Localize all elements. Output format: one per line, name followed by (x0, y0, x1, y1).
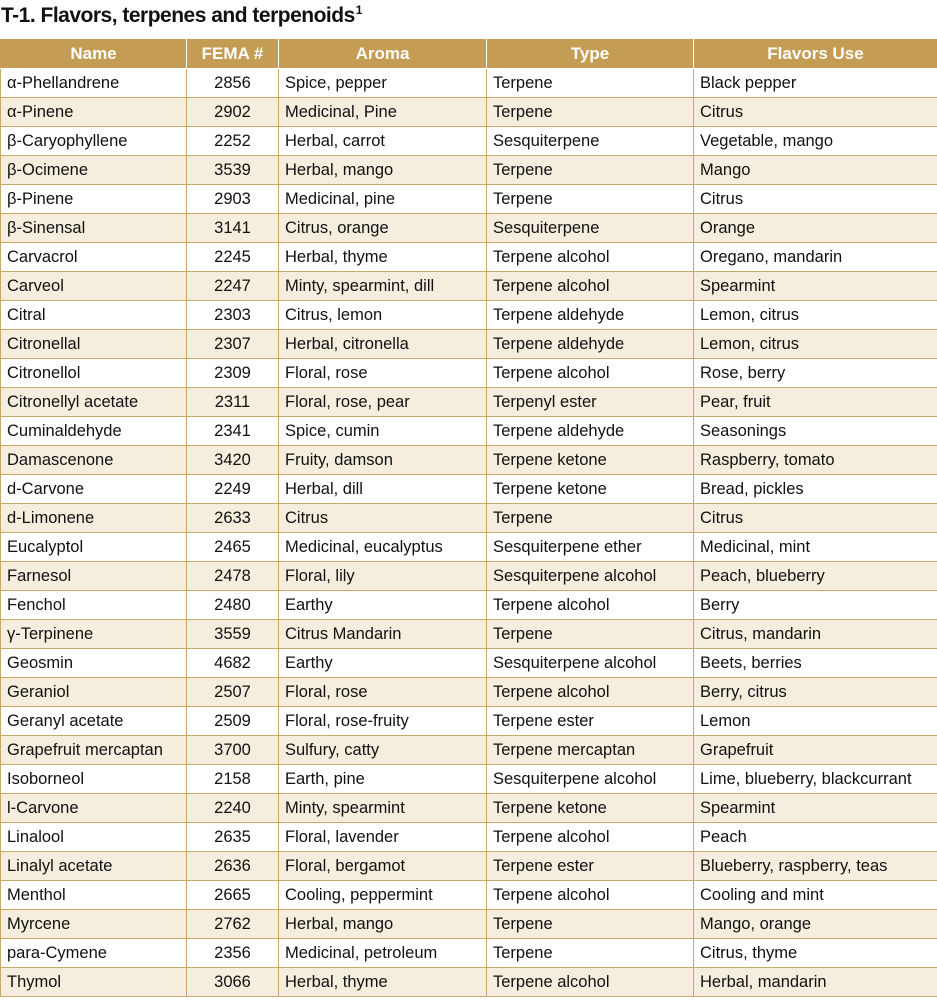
cell-aroma: Herbal, thyme (279, 243, 487, 272)
cell-type: Sesquiterpene (487, 214, 694, 243)
cell-fema: 2478 (187, 562, 279, 591)
table-row (1, 330, 937, 359)
cell-flavors-use: Citrus, mandarin (694, 620, 937, 649)
cell-type: Terpene ketone (487, 794, 694, 823)
cell-fema: 2158 (187, 765, 279, 794)
cell-flavors-use: Orange (694, 214, 937, 243)
column-header-flavors-use: Flavors Use (694, 39, 937, 69)
cell-aroma: Floral, rose (279, 678, 487, 707)
cell-flavors-use: Beets, berries (694, 649, 937, 678)
cell-type: Terpene mercaptan (487, 736, 694, 765)
table-row (1, 736, 937, 765)
cell-name: Citral (1, 301, 187, 330)
cell-aroma: Citrus, lemon (279, 301, 487, 330)
cell-name: Carveol (1, 272, 187, 301)
cell-name: Damascenone (1, 446, 187, 475)
cell-type: Terpene alcohol (487, 272, 694, 301)
cell-flavors-use: Lemon, citrus (694, 301, 937, 330)
cell-name: Farnesol (1, 562, 187, 591)
cell-name: α-Phellandrene (1, 69, 187, 98)
cell-name: Fenchol (1, 591, 187, 620)
cell-name: Isoborneol (1, 765, 187, 794)
cell-type: Terpene ester (487, 707, 694, 736)
column-header-name: Name (1, 39, 187, 69)
cell-aroma: Floral, rose (279, 359, 487, 388)
cell-name: Thymol (1, 968, 187, 997)
cell-aroma: Floral, rose, pear (279, 388, 487, 417)
cell-type: Terpene (487, 98, 694, 127)
cell-aroma: Medicinal, Pine (279, 98, 487, 127)
cell-flavors-use: Mango (694, 156, 937, 185)
table-row (1, 272, 937, 301)
cell-fema: 2465 (187, 533, 279, 562)
cell-flavors-use: Peach, blueberry (694, 562, 937, 591)
table-row (1, 127, 937, 156)
cell-fema: 2509 (187, 707, 279, 736)
cell-flavors-use: Rose, berry (694, 359, 937, 388)
cell-fema: 2762 (187, 910, 279, 939)
cell-flavors-use: Raspberry, tomato (694, 446, 937, 475)
table-caption (1, 2, 362, 38)
cell-aroma: Floral, rose-fruity (279, 707, 487, 736)
cell-aroma: Sulfury, catty (279, 736, 487, 765)
cell-aroma: Minty, spearmint (279, 794, 487, 823)
table-row (1, 185, 937, 214)
cell-flavors-use: Medicinal, mint (694, 533, 937, 562)
cell-type: Sesquiterpene alcohol (487, 562, 694, 591)
table-row (1, 446, 937, 475)
cell-aroma: Citrus, orange (279, 214, 487, 243)
cell-fema: 3066 (187, 968, 279, 997)
cell-name: para-Cymene (1, 939, 187, 968)
cell-aroma: Citrus (279, 504, 487, 533)
cell-name: β-Pinene (1, 185, 187, 214)
cell-fema: 3539 (187, 156, 279, 185)
cell-fema: 3700 (187, 736, 279, 765)
table-row (1, 388, 937, 417)
cell-name: β-Caryophyllene (1, 127, 187, 156)
column-header-aroma: Aroma (279, 39, 487, 69)
cell-flavors-use: Citrus, thyme (694, 939, 937, 968)
footnote-mark: 1 (355, 3, 362, 17)
cell-name: Linalool (1, 823, 187, 852)
cell-fema: 2633 (187, 504, 279, 533)
table-row (1, 678, 937, 707)
cell-type: Sesquiterpene ether (487, 533, 694, 562)
cell-aroma: Minty, spearmint, dill (279, 272, 487, 301)
table-row (1, 214, 937, 243)
cell-fema: 2309 (187, 359, 279, 388)
cell-flavors-use: Berry (694, 591, 937, 620)
cell-type: Terpene ester (487, 852, 694, 881)
cell-fema: 2507 (187, 678, 279, 707)
cell-fema: 2903 (187, 185, 279, 214)
cell-type: Terpene aldehyde (487, 330, 694, 359)
cell-aroma: Citrus Mandarin (279, 620, 487, 649)
terpene-table (0, 39, 937, 997)
cell-fema: 2245 (187, 243, 279, 272)
cell-type: Terpene (487, 185, 694, 214)
table-row (1, 707, 937, 736)
table-row (1, 823, 937, 852)
cell-name: Geranyl acetate (1, 707, 187, 736)
cell-name: Linalyl acetate (1, 852, 187, 881)
cell-flavors-use: Berry, citrus (694, 678, 937, 707)
cell-fema: 2480 (187, 591, 279, 620)
cell-aroma: Earthy (279, 591, 487, 620)
table-row (1, 649, 937, 678)
table-row (1, 417, 937, 446)
cell-fema: 2252 (187, 127, 279, 156)
cell-fema: 2240 (187, 794, 279, 823)
cell-flavors-use: Mango, orange (694, 910, 937, 939)
cell-flavors-use: Seasonings (694, 417, 937, 446)
cell-flavors-use: Oregano, mandarin (694, 243, 937, 272)
cell-type: Terpene alcohol (487, 591, 694, 620)
cell-aroma: Herbal, mango (279, 156, 487, 185)
cell-aroma: Floral, bergamot (279, 852, 487, 881)
cell-type: Terpene alcohol (487, 968, 694, 997)
cell-aroma: Herbal, citronella (279, 330, 487, 359)
cell-type: Sesquiterpene alcohol (487, 649, 694, 678)
cell-fema: 2635 (187, 823, 279, 852)
cell-flavors-use: Citrus (694, 98, 937, 127)
cell-aroma: Earth, pine (279, 765, 487, 794)
table-row (1, 98, 937, 127)
cell-type: Terpene (487, 69, 694, 98)
cell-type: Terpenyl ester (487, 388, 694, 417)
cell-fema: 2307 (187, 330, 279, 359)
cell-type: Sesquiterpene alcohol (487, 765, 694, 794)
cell-aroma: Herbal, mango (279, 910, 487, 939)
cell-aroma: Floral, lavender (279, 823, 487, 852)
cell-type: Terpene ketone (487, 475, 694, 504)
cell-type: Terpene (487, 910, 694, 939)
header-row (1, 39, 937, 69)
cell-aroma: Earthy (279, 649, 487, 678)
table-row (1, 69, 937, 98)
cell-aroma: Medicinal, eucalyptus (279, 533, 487, 562)
cell-fema: 2356 (187, 939, 279, 968)
cell-name: Grapefruit mercaptan (1, 736, 187, 765)
cell-fema: 2341 (187, 417, 279, 446)
cell-fema: 2249 (187, 475, 279, 504)
cell-name: β-Sinensal (1, 214, 187, 243)
table-row (1, 533, 937, 562)
cell-name: d-Limonene (1, 504, 187, 533)
table-row (1, 475, 937, 504)
cell-name: Cuminaldehyde (1, 417, 187, 446)
cell-aroma: Herbal, dill (279, 475, 487, 504)
cell-type: Sesquiterpene (487, 127, 694, 156)
cell-aroma: Floral, lily (279, 562, 487, 591)
cell-flavors-use: Grapefruit (694, 736, 937, 765)
table-row (1, 243, 937, 272)
table-row (1, 794, 937, 823)
cell-fema: 2311 (187, 388, 279, 417)
cell-aroma: Medicinal, petroleum (279, 939, 487, 968)
table-row (1, 910, 937, 939)
cell-name: Citronellol (1, 359, 187, 388)
cell-flavors-use: Cooling and mint (694, 881, 937, 910)
table-row (1, 968, 937, 997)
cell-fema: 2902 (187, 98, 279, 127)
cell-flavors-use: Lemon (694, 707, 937, 736)
cell-type: Terpene (487, 504, 694, 533)
cell-fema: 2247 (187, 272, 279, 301)
table-row (1, 504, 937, 533)
cell-name: Menthol (1, 881, 187, 910)
table-row (1, 301, 937, 330)
cell-aroma: Medicinal, pine (279, 185, 487, 214)
cell-flavors-use: Black pepper (694, 69, 937, 98)
cell-name: Citronellal (1, 330, 187, 359)
cell-type: Terpene alcohol (487, 678, 694, 707)
cell-flavors-use: Lime, blueberry, blackcurrant (694, 765, 937, 794)
cell-type: Terpene alcohol (487, 359, 694, 388)
cell-name: Citronellyl acetate (1, 388, 187, 417)
cell-type: Terpene aldehyde (487, 301, 694, 330)
cell-aroma: Herbal, carrot (279, 127, 487, 156)
cell-flavors-use: Spearmint (694, 272, 937, 301)
cell-name: Geosmin (1, 649, 187, 678)
cell-type: Terpene aldehyde (487, 417, 694, 446)
cell-flavors-use: Herbal, mandarin (694, 968, 937, 997)
cell-flavors-use: Citrus (694, 185, 937, 214)
cell-type: Terpene (487, 939, 694, 968)
cell-aroma: Spice, cumin (279, 417, 487, 446)
cell-aroma: Fruity, damson (279, 446, 487, 475)
cell-fema: 2856 (187, 69, 279, 98)
table-row (1, 156, 937, 185)
column-header-fema: FEMA # (187, 39, 279, 69)
cell-fema: 2665 (187, 881, 279, 910)
cell-flavors-use: Citrus (694, 504, 937, 533)
table-row (1, 359, 937, 388)
cell-name: d-Carvone (1, 475, 187, 504)
cell-fema: 2636 (187, 852, 279, 881)
cell-flavors-use: Spearmint (694, 794, 937, 823)
cell-name: Eucalyptol (1, 533, 187, 562)
cell-type: Terpene alcohol (487, 881, 694, 910)
cell-flavors-use: Bread, pickles (694, 475, 937, 504)
cell-flavors-use: Peach (694, 823, 937, 852)
cell-aroma: Herbal, thyme (279, 968, 487, 997)
cell-flavors-use: Blueberry, raspberry, teas (694, 852, 937, 881)
cell-flavors-use: Vegetable, mango (694, 127, 937, 156)
cell-fema: 4682 (187, 649, 279, 678)
cell-flavors-use: Lemon, citrus (694, 330, 937, 359)
table-row (1, 852, 937, 881)
cell-name: Carvacrol (1, 243, 187, 272)
cell-fema: 3141 (187, 214, 279, 243)
cell-name: α-Pinene (1, 98, 187, 127)
cell-fema: 3559 (187, 620, 279, 649)
table-body (1, 69, 937, 997)
cell-flavors-use: Pear, fruit (694, 388, 937, 417)
cell-name: γ-Terpinene (1, 620, 187, 649)
cell-name: l-Carvone (1, 794, 187, 823)
table-row (1, 591, 937, 620)
cell-fema: 2303 (187, 301, 279, 330)
cell-fema: 3420 (187, 446, 279, 475)
table-row (1, 620, 937, 649)
cell-type: Terpene alcohol (487, 823, 694, 852)
cell-aroma: Spice, pepper (279, 69, 487, 98)
cell-name: β-Ocimene (1, 156, 187, 185)
column-header-type: Type (487, 39, 694, 69)
table-header (1, 39, 937, 69)
cell-name: Geraniol (1, 678, 187, 707)
cell-type: Terpene (487, 620, 694, 649)
cell-aroma: Cooling, peppermint (279, 881, 487, 910)
cell-type: Terpene ketone (487, 446, 694, 475)
caption-title: T-1. Flavors, terpenes and terpenoids (1, 4, 355, 27)
cell-name: Myrcene (1, 910, 187, 939)
table-row (1, 939, 937, 968)
table-row (1, 765, 937, 794)
table-row (1, 562, 937, 591)
table-row (1, 881, 937, 910)
cell-type: Terpene (487, 156, 694, 185)
cell-type: Terpene alcohol (487, 243, 694, 272)
